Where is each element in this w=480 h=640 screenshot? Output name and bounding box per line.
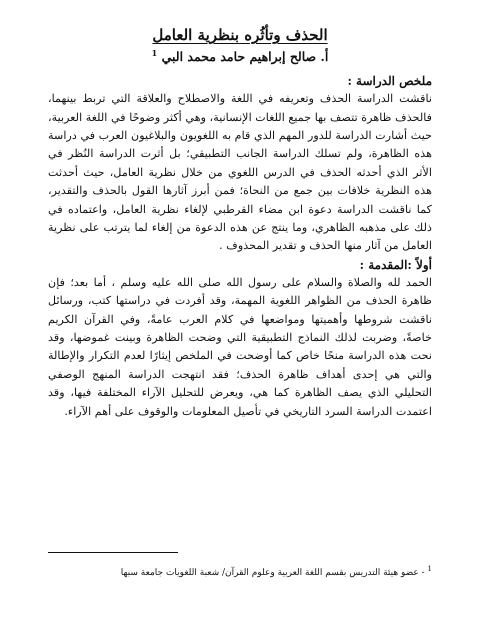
author-footnote-mark: 1 [151,48,158,58]
author-name: أ. صالح إبراهيم حامد محمد البي [161,49,329,65]
footnote-mark: 1 [427,565,432,573]
footnote-divider [48,552,178,553]
introduction-paragraph: الحمد لله والصلاة والسلام على رسول الله صلى الله عليه وسلم ، أما بعد؛ فإن ظاهرة الحذف من الظواهر اللغوية المهمة، وقد أفردت في دراستها كتب، ورسائل ناقشت شروطها وأهميتها ومواضعها في كلام العرب عامةً، وفي القرآن الكريم خاصةً، وضربت لذلك النماذج التطبيقية التي وضحت الظاهرة وبينت غموضها، وقد نحت هذه الدراسة منحًا خاص كما أوضحت في الملخص إيثارًا لعدم التكرار والإطالة والتي هي إحدى أهداف ظاهرة الحذف؛ فقد انتهجت الدراسة المنهج الوصفي التحليلي الذي يصف الظاهرة كما هي، ويعرض للتحليل الآراء المختلفة فيها، وقد اعتمدت الدراسة السرد التاريخي في تأصيل المعلومات والوقوف على أهم الآراء. [48,275,432,418]
footnote [48,563,432,579]
paper-title: الحذف وتأثُره بنظرية العامل [152,26,328,44]
abstract-heading: ملخص الدراسة : [347,74,432,89]
footnote-text: - عضو هيئة التدريس بقسم اللغة العربية وعلوم القرآن/ شعبة اللغويات جامعة سبها [120,568,428,578]
introduction-heading: أولاً :المقدمة : [359,257,432,272]
abstract-paragraph: ناقشت الدراسة الحذف وتعريفه في اللغة والاصطلاح والعلاقة التي تربط بينهما، فالحذف ظاهرة تتصف بها جميع اللغات الإنسانية، وهي أكثر وضوحًا في اللغة العربية، حيث أشارت الدراسة للدور المهم الذي قام به اللغويون والبلاغيون العرب في دراسة هذه الظاهرة، ولم تسلك الدراسة الجانب التطبيقي؛ بل أثرت الدراسة النُظر في الأثر الذي أحدثه الحذف في الدرس اللغوي من خلال نظرية العامل، حيث أحدثت هذه النظرية خلافات بين جمع من النحاة؛ فمن أبرز آثارها القول بالحذف والتقدير، كما ناقشت الدراسة دعوة ابن مضاء القرطبي لإلغاء نظرية العامل، واعتماده في ذلك على مذهبه الظاهري، وما ينتج عن هذه الدعوة من إلغاء لما يترتب على نظرية العامل من آثار منها الحذف و تقدير المحذوف . [48,92,432,253]
author-line [48,48,432,64]
